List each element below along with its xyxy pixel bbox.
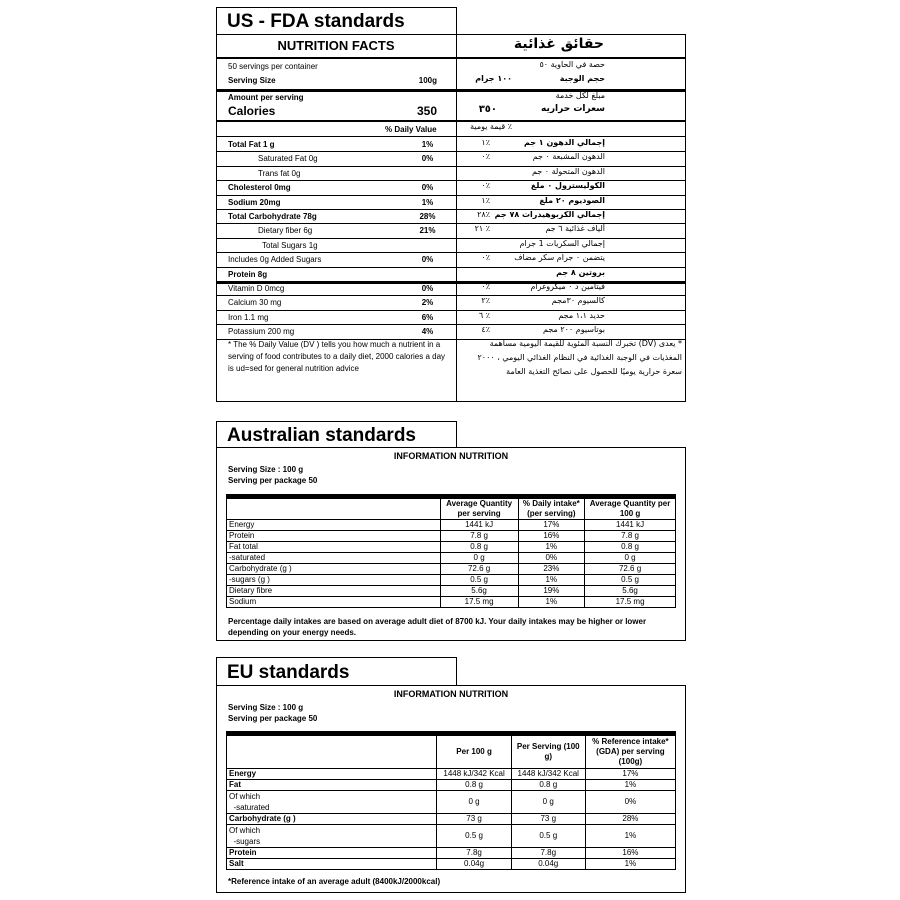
table-row (227, 791, 676, 814)
eu-nutrition-table (226, 735, 676, 870)
au-nutrient-label: Protein (227, 531, 441, 542)
fda-nutrient-dv: 0% (421, 284, 434, 293)
eu-nutrient-label: Energy (227, 769, 437, 780)
au-nutrient-value: 17.5 mg (585, 597, 676, 608)
fda-serving-size-label: Serving Size (228, 76, 276, 85)
table-row (227, 769, 676, 780)
au-nutrient-label: Carbohydrate (g ) (227, 564, 441, 575)
fda-calories-value: 350 (416, 104, 437, 118)
au-nutrition-table (226, 498, 676, 608)
au-nutrient-label: -sugars (g ) (227, 575, 441, 586)
au-section-title (216, 421, 457, 447)
fda-nutrient-label-ar: ألياف غذائية ٦ جم (545, 224, 605, 234)
au-nutrient-value: 19% (518, 586, 585, 597)
eu-title-text: EU standards (227, 662, 350, 683)
fda-nutrient-label-ar: يتضمن ٠ جرام سكر مضاف (514, 253, 605, 263)
fda-row-divider (216, 267, 686, 268)
table-row (227, 575, 676, 586)
eu-nutrient-value: 0% (585, 791, 675, 814)
au-nutrient-value: 0.8 g (440, 542, 518, 553)
eu-footnote: *Reference intake of an average adult (8400kJ/2000kcal) (228, 877, 441, 886)
au-nutrient-value: 72.6 g (440, 564, 518, 575)
eu-nutrient-label: Of which -saturated (227, 791, 437, 814)
au-serving-size: Serving Size : 100 g (228, 465, 304, 474)
fda-servings-en: 50 servings per container (228, 62, 318, 71)
fda-nutrient-label: Dietary fiber 6g (258, 226, 313, 236)
eu-serving-per-package: Serving per package 50 (228, 714, 318, 723)
eu-nutrient-value: 7.8g (437, 848, 511, 859)
fda-row-divider (216, 151, 686, 152)
fda-amount-per-serving: Amount per serving (228, 93, 304, 102)
fda-nutrient-label-ar: الصوديوم ٢٠ ملغ (539, 195, 605, 205)
au-nutrient-value: 72.6 g (585, 564, 676, 575)
au-serving-per-package: Serving per package 50 (228, 476, 318, 485)
eu-nutrient-label: Protein (227, 848, 437, 859)
fda-nutrient-dv: 0% (421, 183, 434, 193)
table-row (227, 859, 676, 870)
au-nutrient-value: 7.8 g (585, 531, 676, 542)
au-nutrient-value: 1% (518, 597, 585, 608)
fda-nutrient-label: Potassium 200 mg (228, 327, 295, 337)
fda-nutrient-dv: 4% (421, 327, 434, 337)
table-row (227, 520, 676, 531)
fda-calories-ar: سعرات حراريه (541, 104, 605, 114)
table-row (227, 597, 676, 608)
fda-nutrient-dv: 2% (421, 298, 434, 308)
au-nutrient-label: Fat total (227, 542, 441, 553)
eu-nutrient-value: 0.8 g (511, 780, 585, 791)
fda-nutrient-label: Iron 1.1 mg (228, 312, 269, 322)
au-nutrient-value: 0.5 g (440, 575, 518, 586)
eu-nutrient-value: 1% (585, 859, 675, 870)
eu-column-header (227, 736, 437, 769)
fda-row-divider (216, 252, 686, 253)
table-row (227, 825, 676, 848)
fda-nutrient-label: Total Sugars 1g (262, 240, 318, 250)
fda-amount-per-serving-ar: مبلغ لكل خدمة (555, 91, 605, 100)
table-row (227, 553, 676, 564)
table-row (227, 564, 676, 575)
fda-nutrient-dv-ar: ٪٢٨ (477, 210, 490, 219)
fda-nutrient-label: Saturated Fat 0g (258, 154, 318, 164)
au-nutrient-value: 1441 kJ (585, 520, 676, 531)
fda-nutrient-dv: 1% (421, 140, 434, 149)
fda-nutrient-label: Protein 8g (228, 269, 268, 279)
fda-row-divider (216, 209, 686, 210)
eu-nutrient-value: 0.5 g (437, 825, 511, 848)
fda-nutrient-dv-ar: ٪٠ (481, 152, 490, 162)
fda-nutrient-label: Total Fat 1 g (228, 140, 275, 149)
fda-header-ar: حقائق غذائية (513, 36, 604, 52)
fda-row-divider (216, 310, 686, 311)
fda-nutrient-label-ar: فيتامين د ٠ ميكروغرام (530, 282, 605, 291)
fda-nutrient-dv-ar: ٪١ (481, 195, 490, 205)
au-nutrient-value: 23% (518, 564, 585, 575)
au-column-header: Average Quantity per 100 g (585, 499, 676, 520)
fda-nutrient-dv: 1% (421, 197, 434, 207)
fda-nutrient-label: Total Carbohydrate 78g (228, 212, 317, 221)
fda-nutrient-label-ar: الكوليسترول ٠ ملغ (530, 181, 605, 191)
eu-nutrient-value: 73 g (437, 814, 511, 825)
eu-nutrient-value: 17% (585, 769, 675, 780)
eu-nutrient-value: 0.5 g (511, 825, 585, 848)
au-nutrient-value: 0.8 g (585, 542, 676, 553)
fda-nutrient-dv-ar: ٪٢ (481, 296, 490, 306)
fda-nutrient-label: Vitamin D 0mcg (228, 284, 285, 293)
au-nutrient-value: 0.5 g (585, 575, 676, 586)
table-row (227, 586, 676, 597)
au-nutrient-value: 17.5 mg (440, 597, 518, 608)
au-nutrient-value: 0 g (585, 553, 676, 564)
au-nutrient-label: Energy (227, 520, 441, 531)
fda-nutrient-dv: 28% (419, 212, 436, 221)
fda-nutrient-dv-ar: ٪ ٦ (478, 310, 490, 320)
table-row (227, 542, 676, 553)
fda-nutrient-label: Trans fat 0g (258, 168, 301, 178)
eu-nutrient-label: Salt (227, 859, 437, 870)
table-row (227, 531, 676, 542)
fda-nutrient-dv: 6% (421, 312, 434, 322)
eu-nutrient-value: 73 g (511, 814, 585, 825)
fda-nutrient-label-ar: إجمالي الكربوهيدرات ٧٨ جم (494, 210, 605, 219)
fda-footnote-en: * The % Daily Value (DV ) tells you how much a nutrient in a serving of food contributes to a daily diet, 2000 calories a day is ud=sed for general nutrition advice (228, 340, 446, 373)
fda-header-en: NUTRITION FACTS (277, 38, 395, 53)
fda-nutrient-dv: 0% (421, 255, 434, 265)
eu-nutrient-value: 16% (585, 848, 675, 859)
au-column-header (227, 499, 441, 520)
fda-nutrient-dv: 21% (419, 226, 436, 236)
eu-column-header: Per 100 g (437, 736, 511, 769)
fda-dv-header: % Daily Value (385, 125, 437, 134)
eu-nutrient-value: 0.04g (437, 859, 511, 870)
fda-nutrient-label: Sodium 20mg (228, 197, 281, 207)
au-nutrient-value: 0% (518, 553, 585, 564)
fda-serving-size-value: 100g (418, 76, 437, 85)
fda-calories-ar-value: ٣٥٠ (478, 104, 497, 115)
fda-nutrient-label-ar: الدهون المشبعة ٠ جم (532, 152, 605, 162)
au-nutrient-label: Dietary fibre (227, 586, 441, 597)
eu-nutrient-value: 7.8g (511, 848, 585, 859)
fda-section-title (216, 7, 457, 34)
au-nutrient-value: 17% (518, 520, 585, 531)
eu-nutrient-label: Carbohydrate (g ) (227, 814, 437, 825)
eu-column-header: % Reference intake*(GDA) per serving (100g) (585, 736, 675, 769)
eu-nutrient-value: 1448 kJ/342 Kcal (511, 769, 585, 780)
au-nutrient-value: 7.8 g (440, 531, 518, 542)
fda-nutrient-label: Cholesterol 0mg (228, 183, 291, 193)
eu-nutrient-value: 1448 kJ/342 Kcal (437, 769, 511, 780)
fda-nutrient-dv: 0% (421, 154, 434, 164)
au-column-header: % Daily intake* (per serving) (518, 499, 585, 520)
table-row (227, 780, 676, 791)
fda-nutrient-label: Includes 0g Added Sugars (228, 255, 322, 265)
fda-nutrient-label-ar: حديد ١،١ مجم (558, 310, 605, 320)
fda-row-divider (216, 195, 686, 196)
eu-nutrient-value: 0 g (511, 791, 585, 814)
au-nutrient-value: 1% (518, 542, 585, 553)
table-row (227, 814, 676, 825)
au-title-text: Australian standards (227, 425, 416, 446)
fda-row-divider (216, 180, 686, 181)
fda-nutrient-dv-ar: ٪ ٢١ (474, 224, 490, 234)
au-nutrient-value: 5.6g (440, 586, 518, 597)
fda-dv-header-ar: ٪ قيمة يومية (470, 122, 512, 131)
eu-nutrient-value: 1% (585, 825, 675, 848)
fda-nutrient-label-ar: كالسيوم ٣٠مجم (551, 296, 605, 306)
eu-nutrient-label: Fat (227, 780, 437, 791)
fda-row-divider (216, 324, 686, 325)
fda-row-divider (216, 295, 686, 296)
fda-footnote-ar: * يعدى (DV) تخبرك النسبة المئوية للقيمة اليومية مساهمة المغذيات في الوجبة الغذائية في النظام الغذائي اليومي ، ٢٠٠٠ سعرة حرارية يوميًا للحصول على نصائح التغذية العامة (477, 339, 682, 376)
fda-nutrient-dv-ar: ٪٤ (481, 325, 490, 335)
au-footnote: Percentage daily intakes are based on average adult diet of 8700 kJ. Your daily intakes may be higher or lower depending on your energy needs. (228, 617, 647, 637)
eu-section-title (216, 657, 457, 685)
fda-nutrient-dv-ar: ٪٠ (481, 181, 490, 191)
fda-calories-label: Calories (228, 104, 276, 118)
fda-serving-size-ar: حجم الوجبة (559, 74, 605, 83)
au-nutrient-value: 1441 kJ (440, 520, 518, 531)
eu-header: INFORMATION NUTRITION (393, 689, 509, 699)
fda-nutrient-dv-ar: ٪٠ (481, 282, 490, 291)
fda-nutrient-label-ar: الدهون المتحولة ٠ جم (531, 166, 605, 176)
fda-row-divider (216, 238, 686, 239)
au-nutrient-label: -saturated (227, 553, 441, 564)
fda-servings-ar: حصة في الحاوية ٥٠ (539, 60, 605, 69)
fda-nutrient-label-ar: بروتين ٨ جم (556, 267, 605, 277)
eu-column-header: Per Serving (100 g) (511, 736, 585, 769)
fda-nutrient-label: Calcium 30 mg (228, 298, 282, 308)
eu-nutrient-label: Of which -sugars (227, 825, 437, 848)
fda-nutrient-dv-ar: ٪٠ (481, 253, 490, 263)
au-nutrient-value: 0 g (440, 553, 518, 564)
fda-nutrient-label-ar: إجمالي الدهون ١ جم (523, 138, 605, 147)
eu-nutrient-value: 1% (585, 780, 675, 791)
fda-nutrient-label-ar: بوتاسيوم ٢٠٠ مجم (543, 325, 605, 335)
au-nutrient-value: 5.6g (585, 586, 676, 597)
fda-nutrient-label-ar: إجمالي السكريات 1 جرام (519, 238, 605, 248)
au-nutrient-label: Sodium (227, 597, 441, 608)
fda-row-divider (216, 223, 686, 224)
eu-nutrient-value: 0 g (437, 791, 511, 814)
table-row (227, 848, 676, 859)
au-nutrient-value: 16% (518, 531, 585, 542)
eu-serving-size: Serving Size : 100 g (228, 703, 304, 712)
au-nutrient-value: 1% (518, 575, 585, 586)
eu-nutrient-value: 28% (585, 814, 675, 825)
fda-nutrient-dv-ar: ٪١ (481, 138, 490, 147)
fda-title-text: US - FDA standards (227, 11, 405, 32)
eu-nutrient-value: 0.04g (511, 859, 585, 870)
au-header: INFORMATION NUTRITION (393, 451, 509, 461)
fda-row-divider (216, 166, 686, 167)
eu-nutrient-value: 0.8 g (437, 780, 511, 791)
fda-serving-size-ar-value: ١٠٠ جرام (475, 74, 512, 83)
au-column-header: Average Quantity per serving (440, 499, 518, 520)
fda-row-divider (216, 281, 686, 284)
